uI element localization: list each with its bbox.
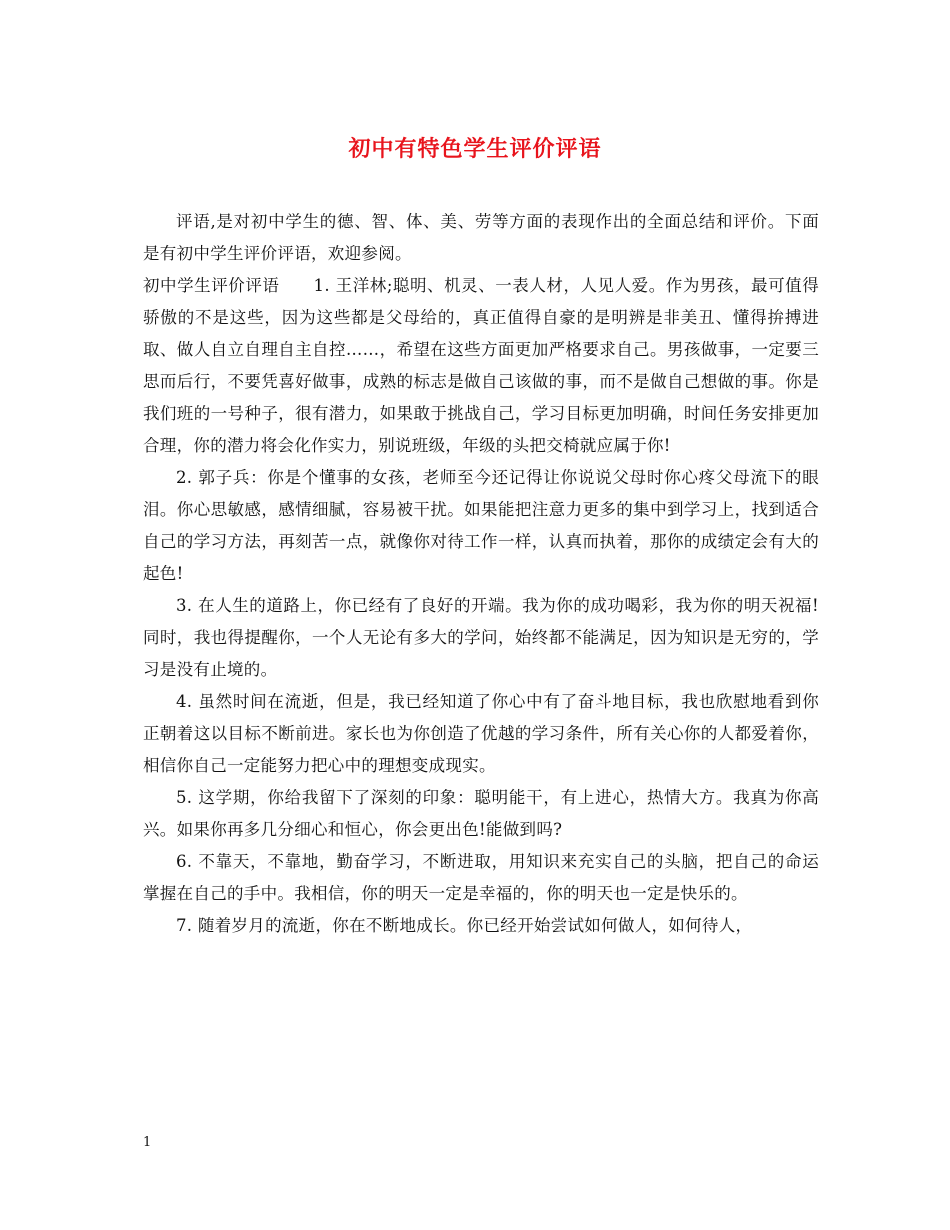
page-number: 1 (143, 1135, 152, 1150)
comment-paragraph-2: 2. 郭子兵：你是个懂事的女孩，老师至今还记得让你说说父母时你心疼父母流下的眼泪。你心思敏感，感情细腻，容易被干扰。如果能把注意力更多的集中到学习上，找到适合自己的学习方法，再刻苦一点，就像你对待工作一样，认真而执着，那你的成绩定会有大的起色! (143, 468, 819, 583)
comment-paragraph-7: 7. 随着岁月的流逝，你在不断地成长。你已经开始尝试如何做人，如何待人， (176, 916, 753, 935)
comment-paragraph-1: 初中学生评价评语 1. 王洋林;聪明、机灵、一表人材，人见人爱。作为男孩，最可值得骄傲的不是这些，因为这些都是父母给的，真正值得自豪的是明辨是非美丑、懂得拚搏进取、做人自立自理自主自控……，希望在这些方面更加严格要求自己。男孩做事，一定要三思而后行，不要凭喜好做事，成熟的标志是做自己该做的事，而不是做自己想做的事。你是我们班的一号种子，很有潜力，如果敢于挑战自己，学习目标更加明确，时间任务安排更加合理，你的潜力将会化作实力，别说班级，年级的头把交椅就应属于你! (143, 276, 819, 455)
document-body (143, 206, 819, 942)
comment-paragraph-5: 5. 这学期，你给我留下了深刻的印象：聪明能干，有上进心，热情大方。我真为你高兴。如果你再多几分细心和恒心，你会更出色!能做到吗? (143, 788, 819, 839)
comment-paragraph-6: 6. 不靠天，不靠地，勤奋学习，不断进取，用知识来充实自己的头脑，把自己的命运掌握在自己的手中。我相信，你的明天一定是幸福的，你的明天也一定是快乐的。 (143, 852, 819, 903)
page-title: 初中有特色学生评价评语 (348, 136, 602, 162)
intro-paragraph: 评语,是对初中学生的德、智、体、美、劳等方面的表现作出的全面总结和评价。下面是有初中学生评价评语，欢迎参阅。 (143, 212, 819, 263)
comment-paragraph-3: 3. 在人生的道路上，你已经有了良好的开端。我为你的成功喝彩，我为你的明天祝福!同时，我也得提醒你，一个人无论有多大的学问，始终都不能满足，因为知识是无穷的，学习是没有止境的。 (143, 596, 819, 679)
comment-paragraph-4: 4. 虽然时间在流逝，但是，我已经知道了你心中有了奋斗地目标，我也欣慰地看到你正朝着这以目标不断前进。家长也为你创造了优越的学习条件，所有关心你的人都爱着你，相信你自己一定能努力把心中的理想变成现实。 (143, 692, 819, 775)
